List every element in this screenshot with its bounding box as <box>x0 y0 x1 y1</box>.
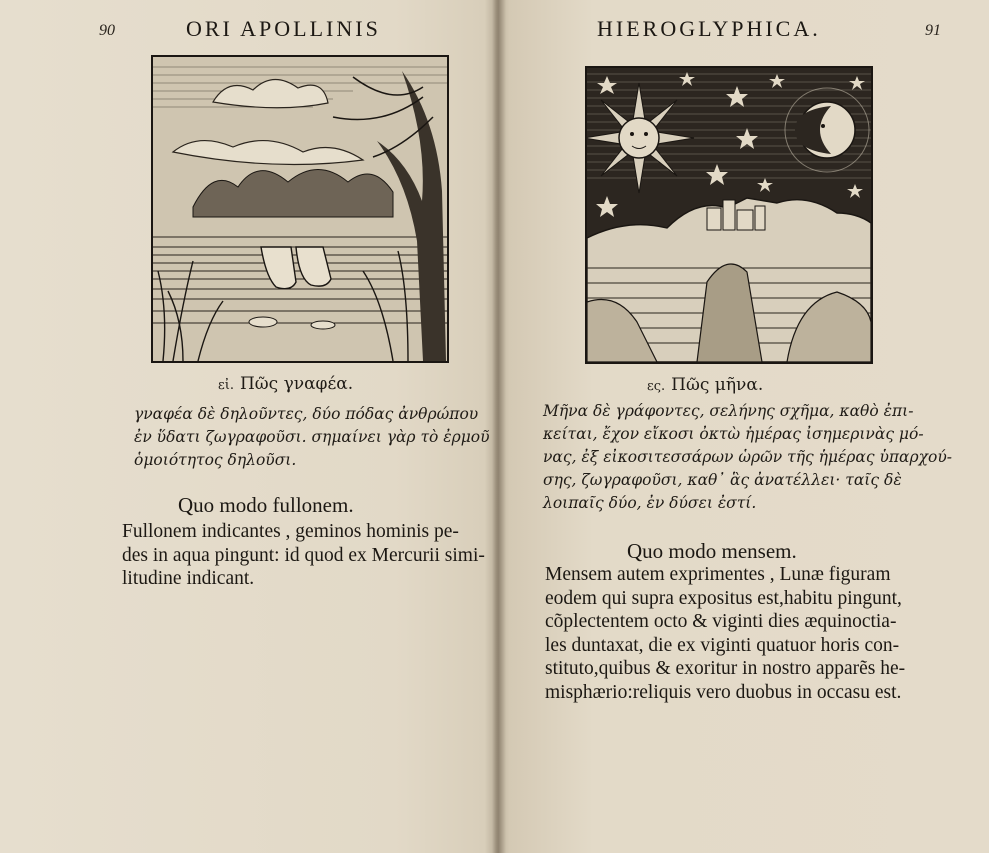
latin-line: Fullonem indicantes , geminos hominis pe- <box>122 521 459 542</box>
greek-line: γναφέα δὲ δηλοῦντες, δύο πόδας ἀνθρώπου <box>134 405 479 423</box>
left-latin-title: Quo modo fullonem. <box>178 493 354 517</box>
greek-line: σης, ζωγραφοῦσι, καθ᾽ ἃς ἀνατέλλει· ταῖς δὲ <box>543 471 902 489</box>
latin-line: misphærio:reliquis vero duobus in occasu est. <box>545 681 902 703</box>
left-page-number: 90 <box>99 22 115 39</box>
left-latin-text <box>122 520 485 591</box>
right-greek-caption <box>647 375 763 395</box>
greek-line: ὁμοιότητος δηλοῦσι. <box>134 451 297 469</box>
right-greek-text <box>543 400 952 515</box>
right-running-head: HIEROGLYPHICA. <box>597 16 821 41</box>
greek-line: κείται, ἔχον εἴκοσι ὀκτὼ ἡμέρας ἰσημερινὰς μό- <box>543 425 924 443</box>
greek-line: ἐν ὕδατι ζωγραφοῦσι. σημαίνει γὰρ τὸ ἐρμοῦ <box>134 428 490 446</box>
right-caption-text: Πῶς μῆνα. <box>671 375 764 395</box>
right-latin-title: Quo modo mensem. <box>627 539 797 563</box>
left-running-head: ORI APOLLINIS <box>186 16 381 41</box>
latin-line: litudine indicant. <box>122 568 255 589</box>
latin-line: eodem qui supra expositus est,habitu pingunt, <box>545 587 902 609</box>
latin-line: les duntaxat, die ex viginti quatuor horis con- <box>545 634 900 656</box>
latin-line: Mensem autem exprimentes , Lunæ figuram <box>545 564 891 585</box>
sun-moon-stars-landscape-woodcut-icon <box>585 66 873 364</box>
greek-line: λοιπαῖς δύο, ἐν δύσει ἐστί. <box>543 494 757 512</box>
fuller-feet-in-water-woodcut-icon <box>151 55 449 363</box>
right-page <box>497 0 989 853</box>
right-page-number: 91 <box>925 22 941 39</box>
right-latin-text <box>545 563 905 704</box>
left-caption-number: εἰ. <box>218 378 234 393</box>
greek-line: Μῆνα δὲ γράφοντες, σελήνης σχῆμα, καθὸ ἐπι- <box>543 402 914 420</box>
latin-line: des in aqua pingunt: id quod ex Mercurii simi- <box>122 544 485 566</box>
latin-line: stituto,quibus & exoritur in nostro apparẽs he- <box>545 658 906 679</box>
greek-line: νας, ἐξ εἰκοσιτεσσάρων ὡρῶν τῆς ἡμέρας ὑπαρχού- <box>543 448 953 466</box>
latin-line: cõplectentem octo & viginti dies æquinoctia- <box>545 611 897 632</box>
right-caption-number: ες. <box>647 379 666 394</box>
left-greek-text <box>134 403 490 472</box>
left-caption-text: Πῶς γναφέα. <box>239 374 354 394</box>
left-greek-caption <box>218 374 353 394</box>
